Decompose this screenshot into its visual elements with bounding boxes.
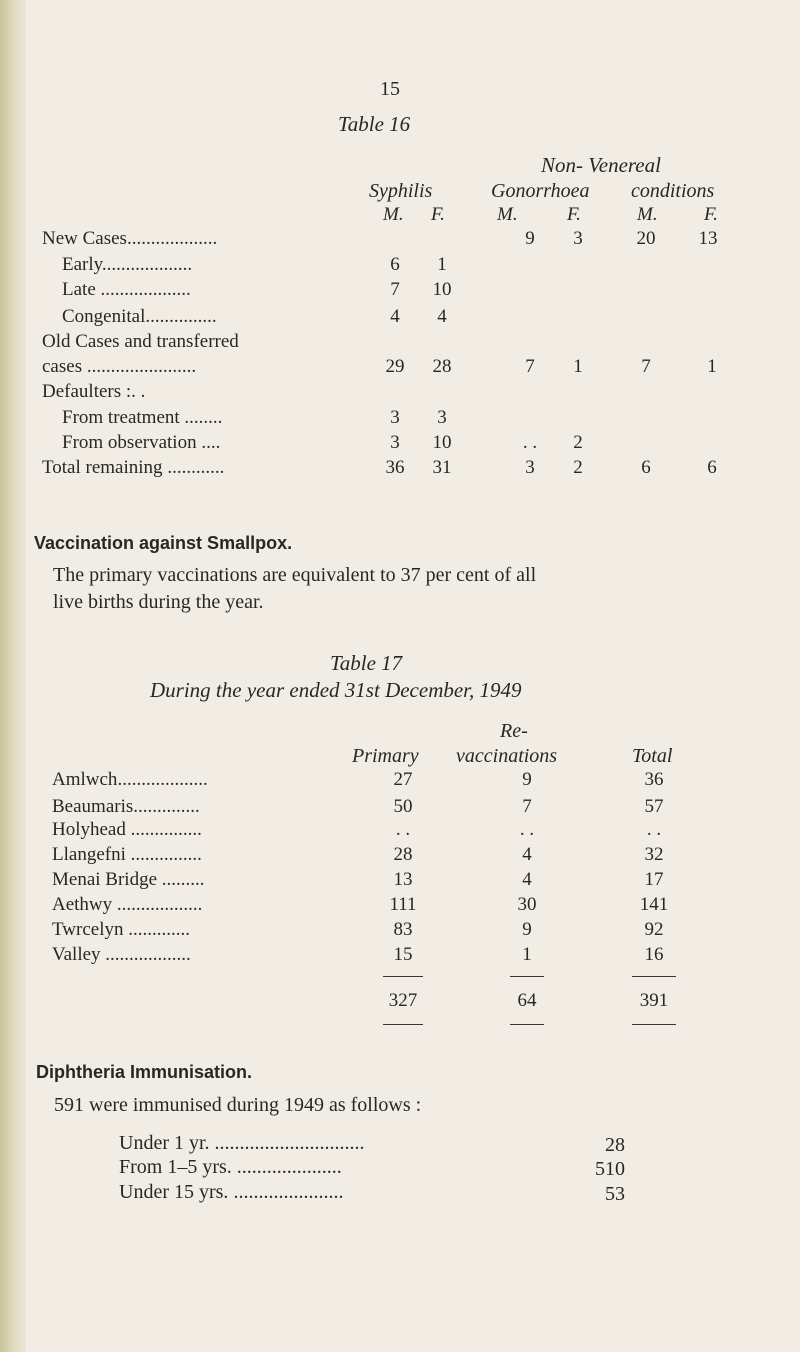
t16-row-label: Late ................... — [62, 279, 191, 300]
t16-cell: 4 — [390, 306, 400, 327]
diphtheria-row-value: 28 — [605, 1134, 625, 1156]
t16-cell: 36 — [385, 457, 405, 478]
header-gon-m: M. — [497, 204, 518, 225]
diphtheria-row-value: 510 — [595, 1158, 625, 1180]
t17-row-label: Menai Bridge ......... — [52, 869, 205, 890]
t17-total-cell: 391 — [639, 990, 669, 1011]
page-binding-edge — [0, 0, 26, 1352]
table17-rule-top-re — [510, 976, 544, 977]
t16-cell: 2 — [573, 457, 583, 478]
t16-cell: 3 — [390, 407, 400, 428]
t17-cell: 7 — [522, 796, 532, 817]
t17-row-label: Beaumaris.............. — [52, 796, 200, 817]
t16-cell: 7 — [390, 279, 400, 300]
t17-cell: 13 — [393, 869, 413, 890]
t17-cell: 4 — [522, 869, 532, 890]
t17-cell: 15 — [393, 944, 413, 965]
diphtheria-row-label: From 1–5 yrs. ..................... — [119, 1156, 342, 1178]
t16-cell: 29 — [385, 356, 405, 377]
t16-cell: 4 — [437, 306, 447, 327]
header-syph-f: F. — [431, 204, 445, 225]
t16-row-label: cases ....................... — [42, 356, 197, 377]
t16-cell: 7 — [525, 356, 535, 377]
header-syph-m: M. — [383, 204, 404, 225]
t17-cell: 17 — [644, 869, 664, 890]
header-conditions: conditions — [631, 180, 715, 202]
t17-cell: 1 — [522, 944, 532, 965]
t17-cell: 9 — [522, 769, 532, 790]
table17-rule-bottom-total — [632, 1024, 676, 1025]
t17-cell: 92 — [644, 919, 664, 940]
vaccination-text-line1: The primary vaccinations are equivalent to 37 per cent of all — [53, 564, 537, 586]
t16-cell: 10 — [432, 279, 452, 300]
t16-cell: 3 — [573, 228, 583, 249]
t17-cell: . . — [395, 819, 411, 840]
t16-cell: 28 — [432, 356, 452, 377]
t17-cell: 27 — [393, 769, 413, 790]
t17-cell: 9 — [522, 919, 532, 940]
t16-cell: 1 — [573, 356, 583, 377]
header-re: Re- — [500, 720, 528, 742]
header-total: Total — [632, 745, 673, 767]
t16-cell: 7 — [641, 356, 651, 377]
header-gon-f: F. — [567, 204, 581, 225]
t17-cell: 4 — [522, 844, 532, 865]
t16-row-label: From treatment ........ — [62, 407, 223, 428]
table17-title: Table 17 — [330, 651, 403, 675]
vaccination-text-line2: live births during the year. — [53, 591, 264, 613]
diphtheria-intro: 591 were immunised during 1949 as follows : — [54, 1094, 422, 1116]
t16-cell: 10 — [432, 432, 452, 453]
table17-rule-top-total — [632, 976, 676, 977]
t17-cell: . . — [519, 819, 535, 840]
t17-cell: 28 — [393, 844, 413, 865]
t17-cell: 16 — [644, 944, 664, 965]
t17-cell: . . — [646, 819, 662, 840]
diphtheria-row-value: 53 — [605, 1183, 625, 1205]
t17-row-label: Aethwy .................. — [52, 894, 203, 915]
t16-cell: 13 — [698, 228, 718, 249]
t16-row-label: Total remaining ............ — [42, 457, 225, 478]
t17-row-label: Llangefni ............... — [52, 844, 202, 865]
t16-cell: 1 — [707, 356, 717, 377]
t16-cell: 3 — [390, 432, 400, 453]
t16-cell: . . — [522, 432, 538, 453]
header-vaccinations: vaccinations — [456, 745, 558, 767]
header-syphilis: Syphilis — [369, 180, 433, 202]
t17-cell: 83 — [393, 919, 413, 940]
t17-row-label: Valley .................. — [52, 944, 191, 965]
t17-total-cell: 327 — [388, 990, 418, 1011]
table17-rule-bottom-re — [510, 1024, 544, 1025]
diphtheria-row-label: Under 1 yr. .............................. — [119, 1132, 365, 1154]
t17-cell: 57 — [644, 796, 664, 817]
t17-total-cell: 64 — [517, 990, 537, 1011]
page-number: 15 — [380, 78, 400, 100]
t17-cell: 32 — [644, 844, 664, 865]
t17-row-label: Amlwch................... — [52, 769, 208, 790]
t17-row-label: Holyhead ............... — [52, 819, 202, 840]
t16-row-label: Congenital............... — [62, 306, 217, 327]
t16-cell: 1 — [437, 254, 447, 275]
t16-row-label: Old Cases and transferred — [42, 331, 239, 352]
t16-cell: 6 — [707, 457, 717, 478]
header-nv-m: M. — [637, 204, 658, 225]
t16-cell: 3 — [525, 457, 535, 478]
t17-cell: 141 — [639, 894, 669, 915]
t16-row-label: Defaulters :. . — [42, 381, 146, 402]
diphtheria-heading: Diphtheria Immunisation. — [36, 1062, 253, 1082]
t16-row-label: From observation .... — [62, 432, 221, 453]
diphtheria-row-label: Under 15 yrs. ...................... — [119, 1181, 344, 1203]
table17-subtitle: During the year ended 31st December, 1949 — [150, 678, 522, 702]
header-primary: Primary — [352, 745, 419, 767]
t16-cell: 6 — [641, 457, 651, 478]
t16-cell: 3 — [437, 407, 447, 428]
t17-row-label: Twrcelyn ............. — [52, 919, 190, 940]
header-gonorrhoea: Gonorrhoea — [491, 180, 590, 202]
t17-cell: 36 — [644, 769, 664, 790]
t16-cell: 20 — [636, 228, 656, 249]
t16-cell: 31 — [432, 457, 452, 478]
vaccination-heading: Vaccination against Smallpox. — [34, 533, 293, 553]
t17-cell: 111 — [389, 894, 417, 915]
t16-cell: 6 — [390, 254, 400, 275]
header-non-venereal: Non- Venereal — [541, 153, 661, 177]
table16-title: Table 16 — [338, 112, 411, 136]
t16-cell: 9 — [525, 228, 535, 249]
t17-cell: 30 — [517, 894, 537, 915]
table17-rule-top-primary — [383, 976, 423, 977]
t16-cell: 2 — [573, 432, 583, 453]
t17-cell: 50 — [393, 796, 413, 817]
table17-rule-bottom-primary — [383, 1024, 423, 1025]
t16-row-label: New Cases................... — [42, 228, 218, 249]
header-nv-f: F. — [704, 204, 718, 225]
t16-row-label: Early................... — [62, 254, 193, 275]
